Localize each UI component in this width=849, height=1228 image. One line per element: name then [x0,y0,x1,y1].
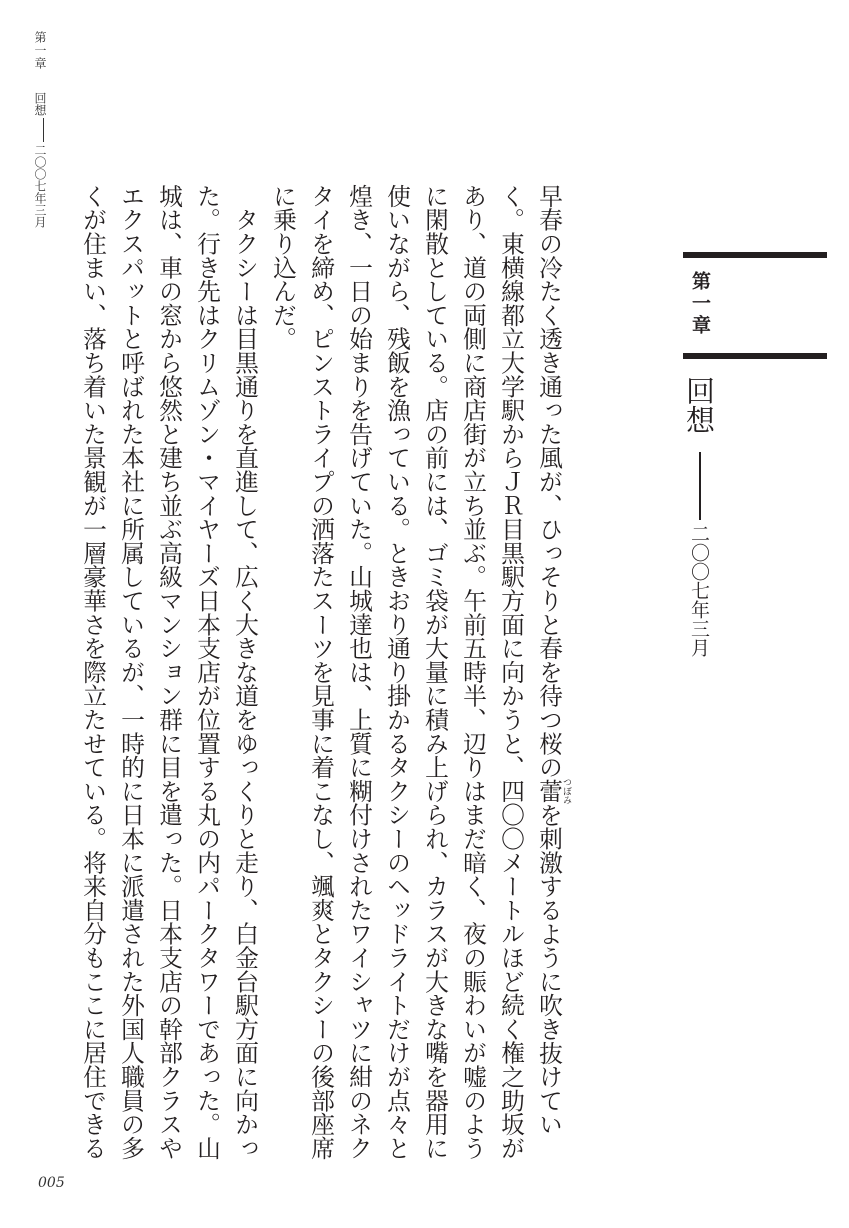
text-column [530,184,571,1137]
text-column: に閑散としている。店の前には、ゴミ袋が大量に積み上げられ、カラスが大きな嘴を器用に [421,184,449,1160]
ruby-reading: つぼみ [561,777,571,805]
page-number: 005 [38,1175,65,1191]
text-column: タクシーは目黒通りを直進して、広く大きな道をゆっくりと走り、白金台駅方面に向かっ [231,184,259,1160]
text-segment: を刺激するように吹き抜けてい [535,802,563,1137]
text-column: 煌き、一日の始まりを告げていた。山城達也は、上質に糊付けされたワイシャツに紺のネク [345,184,373,1160]
running-header-chapter: 第一章 [33,31,47,70]
chapter-title: 回想 [682,376,716,434]
running-header [33,31,50,228]
ruby-word [535,777,571,805]
text-column: く。東横線都立大学駅からＪＲ目黒駅方面に向かうと、四〇〇メートルほど続く権之助坂が [497,184,525,1160]
ruby-base: 蕾 [535,777,563,805]
dash-divider [43,118,44,142]
text-column: た。行き先はクリムゾン・マイヤーズ日本支店が位置する丸の内パークタワーであった。山 [193,184,221,1160]
text-segment: 早春の冷たく透き通った風が、ひっそりと春を待つ桜の [535,184,563,779]
text-column: に乗り込んだ。 [269,184,297,351]
chapter-number: 第一章 [689,271,711,337]
chapter-top-rule [683,252,827,258]
text-column: タイを締め、ピンストライプの洒落たスーツを見事に着こなし、颯爽とタクシーの後部座席 [307,184,335,1160]
text-column: エクスパットと呼ばれた本社に所属しているが、一時的に日本に派遣された外国人職員の多 [117,184,145,1160]
body-text [74,184,571,1160]
text-column: 使いながら、残飯を漁っている。ときおり通り掛かるタクシーのヘッドライトだけが点々と [383,184,411,1160]
text-column: 城は、車の窓から悠然と建ち並ぶ高級マンション群に目を遣った。日本支店の幹部クラスや [155,184,183,1160]
chapter-bottom-rule [683,353,827,359]
chapter-subtitle: 二〇〇七年三月 [688,524,710,657]
chapter-dash [699,452,701,520]
text-column: くが住まい、落ち着いた景観が一層豪華さを際立たせている。将来自分もここに居住できる [79,184,107,1160]
running-header-date: 二〇〇七年三月 [33,144,47,228]
running-header-title: 回想 [33,92,47,116]
text-column: あり、道の両側に商店街が立ち並ぶ。午前五時半、辺りはまだ暗く、夜の賑わいが嘘のよう [459,184,487,1160]
